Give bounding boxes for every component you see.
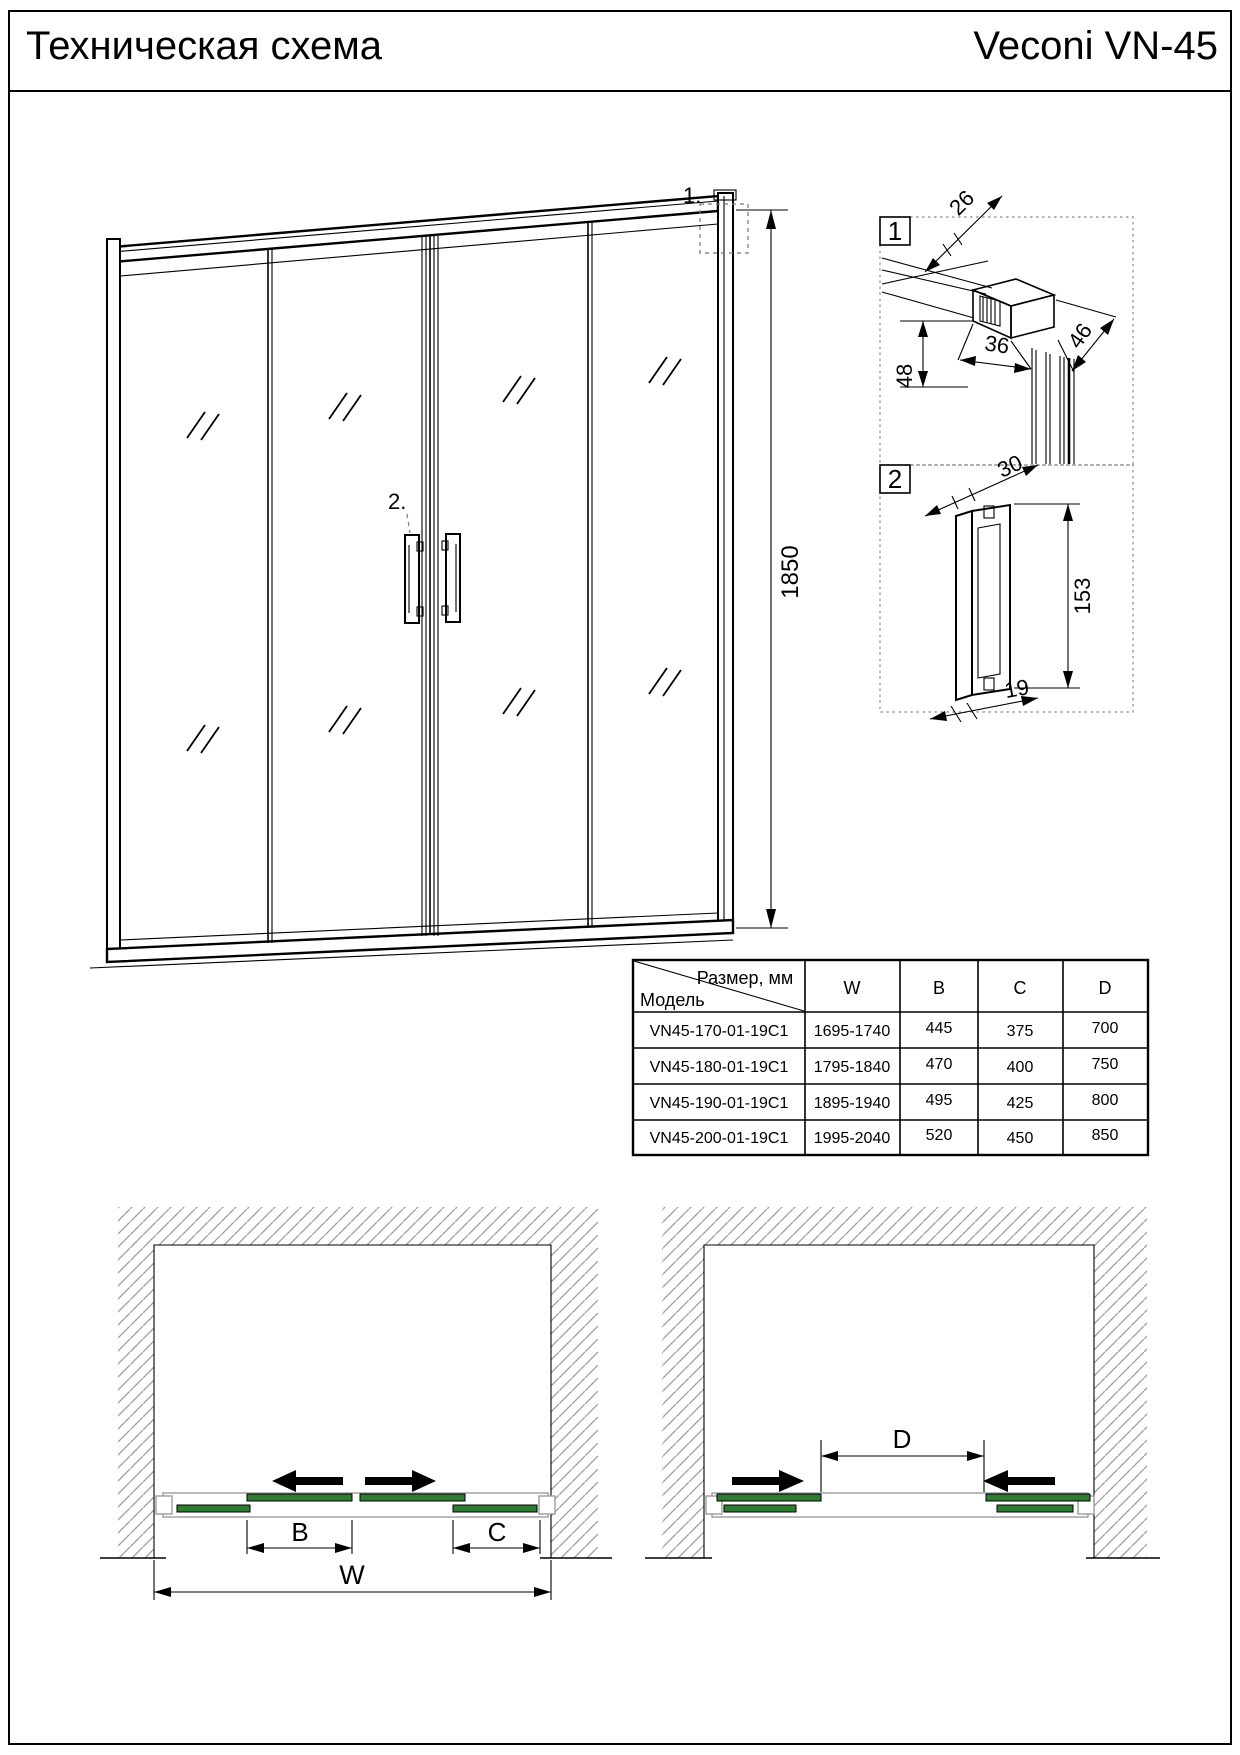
- dim-30-text: 30: [993, 449, 1027, 483]
- brand-model-title: Veconi VN-45: [973, 24, 1218, 68]
- col-header-d: D: [1098, 978, 1112, 998]
- panel-dividers: [268, 222, 592, 943]
- glass-mark: [649, 668, 681, 696]
- plan-view-closed: [100, 1207, 612, 1600]
- dim-153: [1014, 504, 1095, 688]
- slide-arrows: [732, 1470, 1055, 1492]
- dim-26: [925, 185, 1002, 272]
- dim-d-text: D: [892, 1424, 912, 1454]
- dim-46: [1056, 300, 1116, 372]
- cell-c: 425: [1006, 1095, 1034, 1112]
- glass-mark: [649, 357, 681, 385]
- cell-model: VN45-180-01-19C1: [649, 1059, 789, 1076]
- dim-c: [453, 1517, 540, 1554]
- arrow-left: [983, 1470, 1008, 1492]
- fixed-panel-left: [177, 1505, 250, 1512]
- dim-153-text: 153: [1070, 577, 1095, 615]
- cell-model: VN45-190-01-19C1: [649, 1095, 789, 1112]
- cell-w: 1895-1940: [813, 1095, 891, 1112]
- fixed-panel-right: [453, 1505, 537, 1512]
- dim-36-text: 36: [983, 330, 1011, 359]
- cell-b: 495: [925, 1092, 953, 1109]
- glass-mark: [503, 688, 535, 716]
- col-header-c: C: [1013, 978, 1027, 998]
- glass-mark: [329, 706, 361, 734]
- sliding-panel-left: [247, 1494, 352, 1501]
- cell-c: 450: [1006, 1130, 1034, 1147]
- cell-w: 1695-1740: [813, 1023, 891, 1040]
- col-header-b: B: [932, 978, 946, 998]
- cell-w: 1795-1840: [813, 1059, 891, 1076]
- cell-w: 1995-2040: [813, 1130, 891, 1147]
- slide-arrows: [272, 1470, 436, 1492]
- height-dimension-text: 1850: [777, 545, 804, 599]
- cell-c: 375: [1006, 1023, 1034, 1040]
- sliding-panel-right: [360, 1494, 465, 1501]
- dim-c-text: C: [487, 1517, 507, 1547]
- arrow-left: [272, 1470, 296, 1492]
- detail-handle-view: [880, 450, 1133, 722]
- cell-model: VN45-200-01-19C1: [649, 1130, 789, 1147]
- stacked-panel-right-outer: [986, 1494, 1090, 1501]
- stacked-panel-left-outer: [717, 1494, 821, 1501]
- detail-2-index: 2: [887, 464, 903, 494]
- dim-36: [958, 324, 1031, 373]
- glass-mark: [187, 725, 219, 753]
- front-view: [90, 183, 804, 968]
- profile-hatched-insert: [980, 296, 1000, 326]
- right-frame-profile: [718, 193, 733, 930]
- dim-w: [154, 1560, 551, 1600]
- stacked-panel-left-inner: [724, 1505, 796, 1512]
- left-wall-profile: [107, 239, 120, 958]
- dim-48: [892, 321, 973, 388]
- callout-2-label: 2.: [388, 489, 407, 514]
- detail-profile-view: [880, 185, 1133, 465]
- cell-b: 470: [925, 1056, 953, 1073]
- cell-b: 520: [925, 1127, 953, 1144]
- cell-d: 750: [1091, 1056, 1119, 1073]
- col-header-w: W: [843, 978, 861, 998]
- cell-c: 400: [1006, 1059, 1034, 1076]
- table-corner-model-label: Модель: [640, 990, 705, 1010]
- size-table: [633, 960, 1148, 1155]
- arrow-right: [412, 1470, 436, 1492]
- cell-b: 445: [925, 1020, 953, 1037]
- handle-3d: [956, 505, 1010, 700]
- cell-d: 850: [1091, 1127, 1119, 1144]
- dim-b: [247, 1517, 352, 1554]
- detail-1-glass-lines: [1032, 348, 1074, 464]
- glass-mark: [187, 412, 219, 440]
- dim-b-text: B: [291, 1517, 309, 1547]
- dim-26-text: 26: [944, 185, 980, 221]
- table-corner-size-label: Размер, мм: [696, 968, 794, 988]
- plan-view-open: [645, 1207, 1160, 1558]
- cell-model: VN45-170-01-19C1: [649, 1023, 789, 1040]
- stacked-panel-right-inner: [997, 1505, 1073, 1512]
- cell-d: 700: [1091, 1020, 1119, 1037]
- wall-profile-left: [156, 1496, 172, 1514]
- dim-19-text: 19: [1002, 674, 1031, 704]
- height-dimension: [736, 210, 804, 928]
- dim-d: [821, 1424, 984, 1492]
- dim-48-text: 48: [892, 363, 917, 389]
- glass-mark: [503, 376, 535, 404]
- dim-w-text: W: [339, 1560, 365, 1590]
- detail-1-index: 1: [887, 216, 903, 246]
- page-title: Техническая схема: [26, 24, 383, 68]
- dim-30: [925, 450, 1038, 516]
- dim-46-text: 46: [1062, 318, 1098, 353]
- cell-d: 800: [1091, 1092, 1119, 1109]
- arrow-right: [779, 1470, 804, 1492]
- wall-profile-right: [539, 1496, 555, 1514]
- door-handles: [405, 534, 460, 623]
- glass-mark: [329, 393, 361, 421]
- callout-1-label: 1.: [683, 183, 702, 208]
- top-rail: [113, 196, 718, 262]
